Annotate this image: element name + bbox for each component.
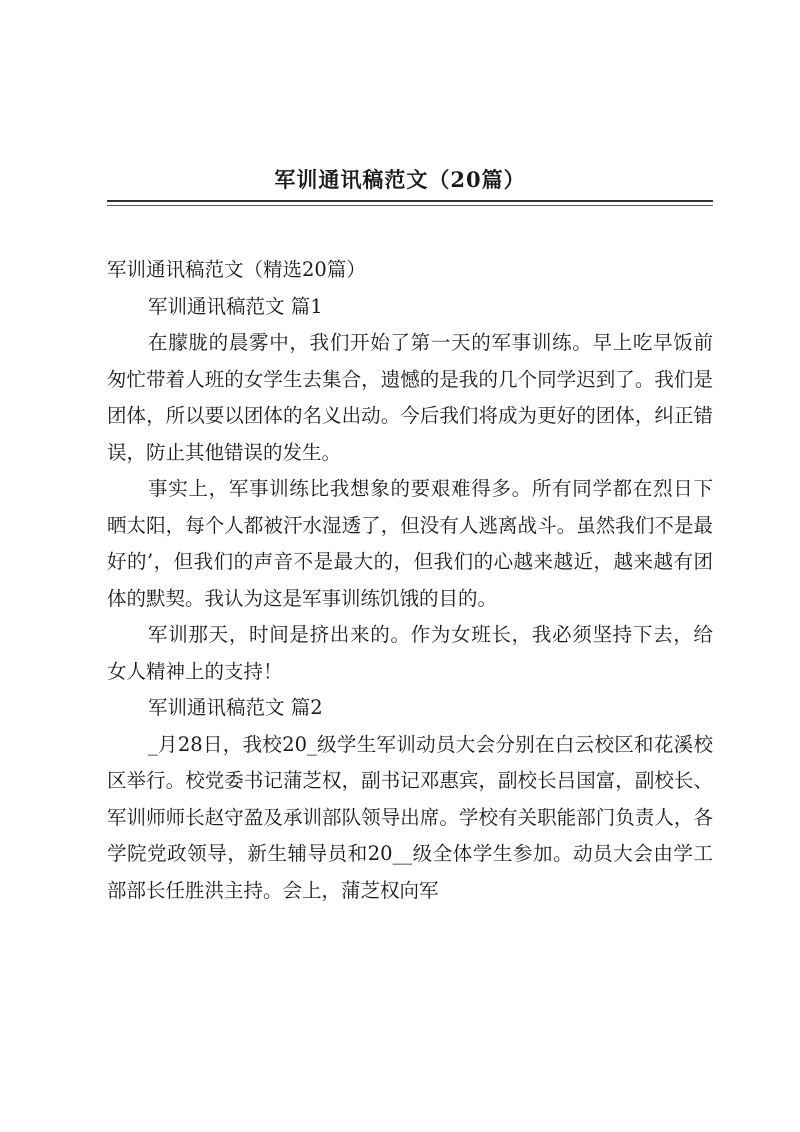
section-1-paragraph-2: 事实上，军事训练比我想象的要艰难得多。所有同学都在烈日下晒太阳，每个人都被汗水湿透了，但没有人逃离战斗。虽然我们不是最好的’，但我们的声音不是最大的，但我们的心越来越近，越来越有团体的默契。我认为这是军事训练饥饿的目的。 <box>107 477 713 610</box>
section-heading-1: 军训通讯稿范文 篇1 <box>148 294 323 318</box>
document-title: 军训通讯稿范文（20篇） <box>274 167 526 192</box>
title-divider-thin <box>107 205 713 206</box>
section-2-paragraph-1: _月28日，我校20_级学生军训动员大会分别在白云校区和花溪校区举行。校党委书记蒲芝权，副书记邓惠宾，副校长吕国富，副校长、军训师师长赵守盈及承训部队领导出席。学校有关职能部门负责人，各学院党政领导，新生辅导员和20__级全体学生参加。动员大会由学工部部长任胜洪主持。会上，蒲芝权向军 <box>107 732 713 902</box>
section-1-paragraph-1: 在朦胧的晨雾中，我们开始了第一天的军事训练。早上吃早饭前匆忙带着人班的女学生去集合，遗憾的是我的几个同学迟到了。我们是团体，所以要以团体的名义出动。今后我们将成为更好的团体，纠正错误，防止其他错误的发生。 <box>107 331 713 464</box>
document-subtitle: 军训通讯稿范文（精选20篇） <box>107 258 366 281</box>
section-heading-2: 军训通讯稿范文 篇2 <box>148 696 323 719</box>
document-body <box>107 252 713 909</box>
section-1-paragraph-3: 军训那天，时间是挤出来的。作为女班长，我必须坚持下去，给女人精神上的支持！ <box>107 623 713 683</box>
title-divider-thick <box>107 200 713 202</box>
